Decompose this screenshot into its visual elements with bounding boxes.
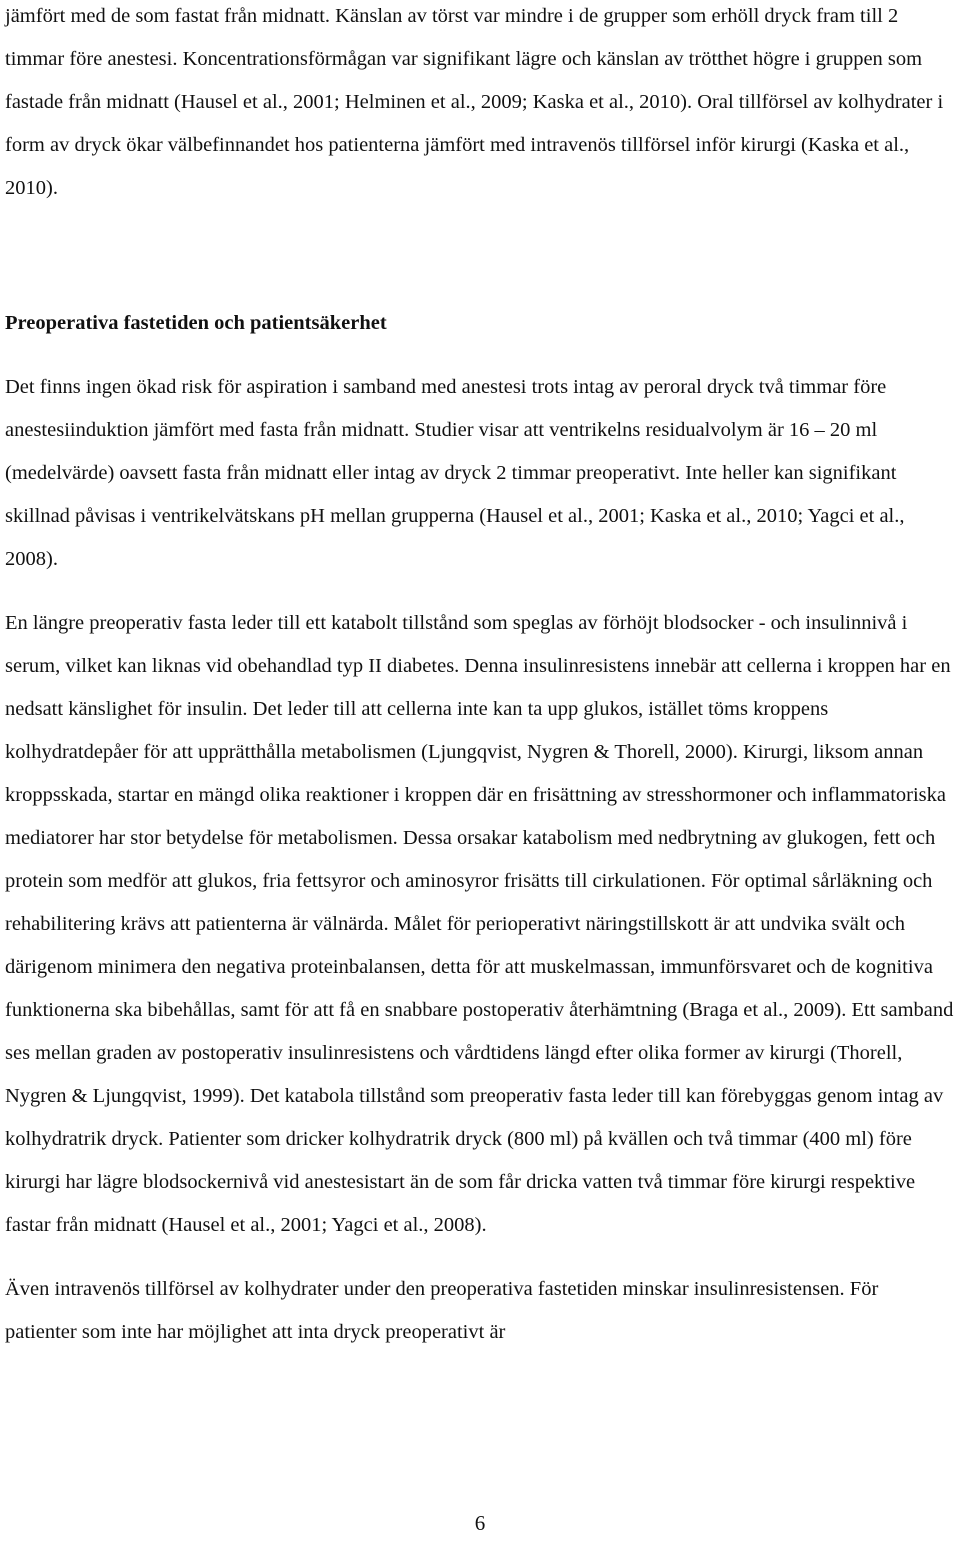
- body-paragraph-1: jämfört med de som fastat från midnatt. Känslan av törst var mindre i de grupper som erhöll dryck fram till 2 timmar före anestesi. Koncentrationsförmågan var signifikant lägre och känslan av trötthet högre i gruppen som fastade från midnatt (Hausel et al., 2001; Helminen et al., 2009; Kaska et al., 2010). Oral tillförsel av kolhydrater i form av dryck ökar välbefinnandet hos patienterna jämfört med intravenös tillförsel inför kirurgi (Kaska et al., 2010).: [5, 5, 944, 199]
- page-number: 6: [474, 1511, 486, 1535]
- body-paragraph-2: Det finns ingen ökad risk för aspiration i samband med anestesi trots intag av peroral dryck två timmar före anestesiinduktion jämfört med fasta från midnatt. Studier visar att ventrikelns residualvolym är 16 – 20 ml (medelvärde) oavsett fasta från midnatt eller intag av dryck 2 timmar preoperativt. Inte heller kan signifikant skillnad påvisas i ventrikelvätskans pH mellan grupperna (Hausel et al., 2001; Kaska et al., 2010; Yagci et al., 2008).: [5, 376, 905, 570]
- document-page: [5, 0, 955, 1354]
- body-paragraph-3: En längre preoperativ fasta leder till ett katabolt tillstånd som speglas av förhöjt blodsocker - och insulinnivå i serum, vilket kan liknas vid obehandlad typ II diabetes. Denna insulinresistens innebär att cellerna i kroppen har en nedsatt känslighet för insulin. Det leder till att cellerna inte kan ta upp glukos, istället töms kroppens kolhydratdepåer för att upprätthålla metabolismen (Ljungqvist, Nygren & Thorell, 2000). Kirurgi, liksom annan kroppsskada, startar en mängd olika reaktioner i kroppen där en frisättning av stresshormoner och inflammatoriska mediatorer har stor betydelse för metabolismen. Dessa orsakar katabolism med nedbrytning av glukogen, fett och protein som medför att glukos, fria fettsyror och aminosyror frisätts till cirkulationen. För optimal sårläkning och rehabilitering krävs att patienterna är välnärda. Målet för perioperativt näringstillskott är att undvika svält och därigenom minimera den negativa proteinbalansen, detta för att muskelmassan, immunförsvaret och de kognitiva funktionerna ska bibehållas, samt för att få en snabbare postoperativ återhämtning (Braga et al., 2009). Ett samband ses mellan graden av postoperativ insulinresistens och vårdtidens längd efter olika former av kirurgi (Thorell, Nygren & Ljungqvist, 1999). Det katabola tillstånd som preoperativ fasta leder till kan förebyggas genom intag av kolhydratrik dryck. Patienter som dricker kolhydratrik dryck (800 ml) på kvällen och två timmar (400 ml) före kirurgi har lägre blodsockernivå vid anestesistart än de som får dricka vatten två timmar före kirurgi respektive fastar från midnatt (Hausel et al., 2001; Yagci et al., 2008).: [5, 612, 954, 1236]
- section-heading: Preoperativa fastetiden och patientsäkerhet: [5, 312, 387, 334]
- body-paragraph-4: Även intravenös tillförsel av kolhydrater under den preoperativa fastetiden minskar insulinresistensen. För patienter som inte har möjlighet att inta dryck preoperativt är: [5, 1278, 879, 1343]
